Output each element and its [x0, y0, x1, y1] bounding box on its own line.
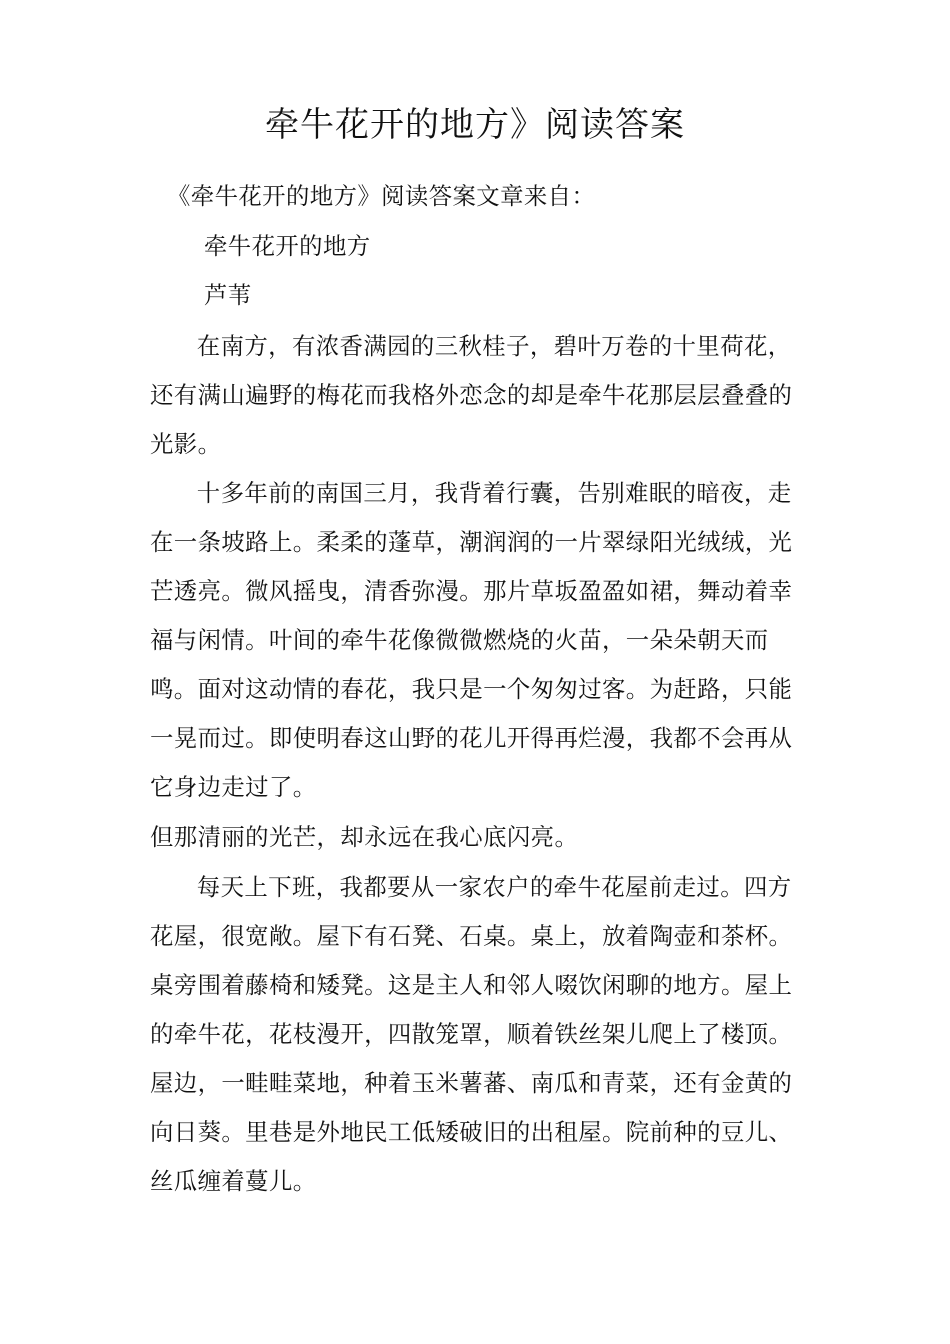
- intro-line: 《牵牛花开的地方》阅读答案文章来自：: [167, 182, 596, 210]
- body-paragraph: 但那清丽的光芒，却永远在我心底闪亮。: [150, 823, 579, 851]
- paragraph-1-block: [150, 322, 810, 469]
- body-paragraph: 十多年前的南国三月，我背着行囊，告别难眠的暗夜，走在一条坡路上。柔柔的蓬草，潮润润的一片翠绿阳光绒绒，光芒透亮。微风摇曳，清香弥漫。那片草坂盈盈如裙，舞动着幸福与闲情。叶间的牵牛花像微微燃烧的火苗，一朵朵朝天而鸣。面对这动情的春花，我只是一个匆匆过客。为赶路，只能一晃而过。即使明春这山野的花儿开得再烂漫，我都不会再从它身边走过了。: [150, 479, 793, 801]
- story-title: 牵牛花开的地方: [204, 232, 371, 260]
- paragraph-3-block: [150, 813, 810, 862]
- paragraph-4-block: [150, 863, 810, 1206]
- paragraph-2-block: [150, 469, 810, 812]
- body-paragraph: 每天上下班，我都要从一家农户的牵牛花屋前走过。四方花屋，很宽敞。屋下有石凳、石桌。桌上，放着陶壶和茶杯。桌旁围着藤椅和矮凳。这是主人和邻人啜饮闲聊的地方。屋上的牵牛花，花枝漫开，四散笼罩，顺着铁丝架儿爬上了楼顶。屋边，一畦畦菜地，种着玉米薯蕃、南瓜和青菜，还有金黄的向日葵。里巷是外地民工低矮破旧的出租屋。院前种的豆儿、丝瓜缠着蔓儿。: [150, 873, 793, 1195]
- story-author: 芦苇: [204, 281, 252, 309]
- body-paragraph: 在南方，有浓香满园的三秋桂子，碧叶万卷的十里荷花，还有满山遍野的梅花而我格外恋念的却是牵牛花那层层叠叠的光影。: [150, 332, 793, 458]
- document-title: 牵牛花开的地方》阅读答案: [265, 105, 685, 145]
